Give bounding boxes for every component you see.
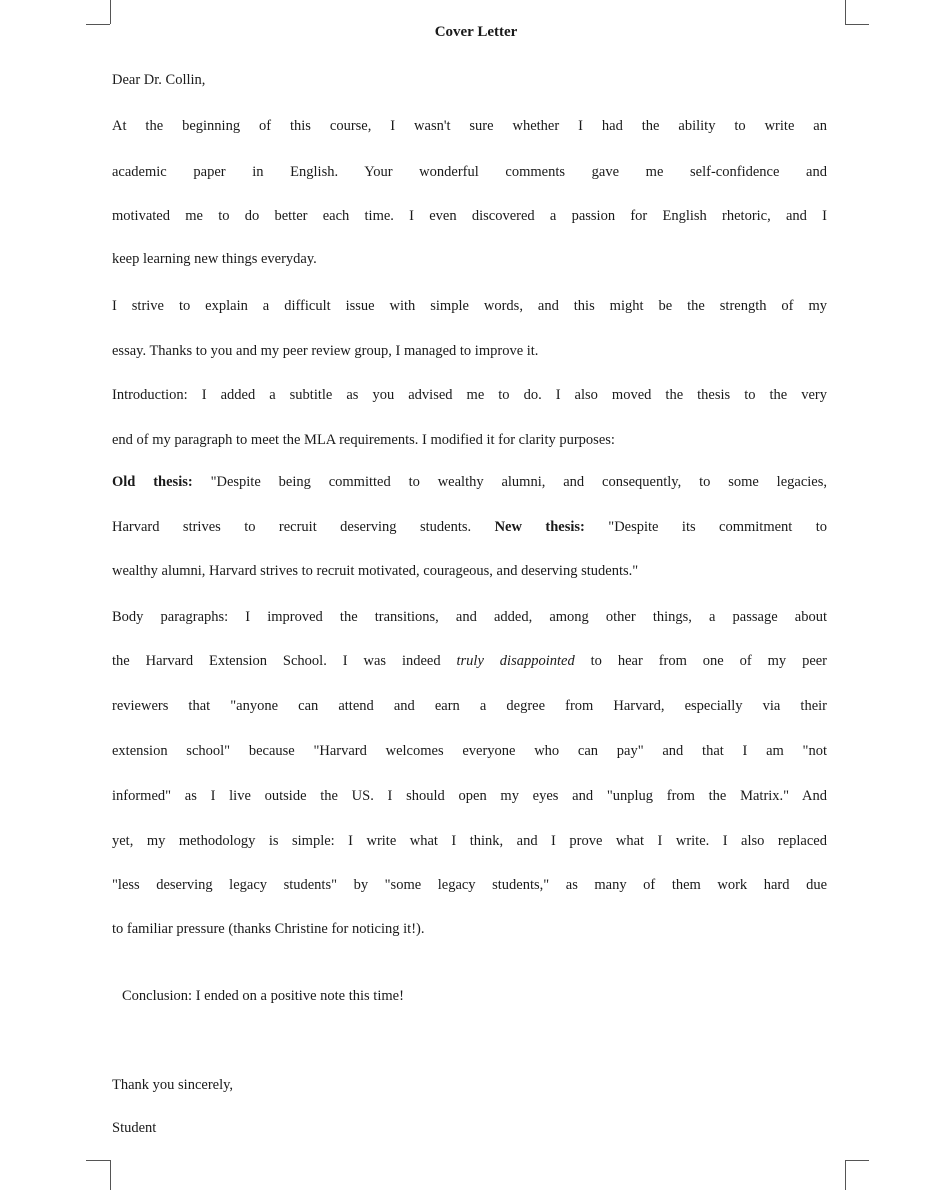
para3-line: Introduction: I added a subtitle as you advised me to do. I also moved the thesis to the very	[112, 387, 827, 403]
old-thesis-label: Old thesis:	[112, 474, 193, 490]
crop-mark-bottom-left-vertical	[110, 1160, 111, 1190]
para1-line: At the beginning of this course, I wasn't sure whether I had the ability to write an	[112, 118, 827, 134]
body-text: the Harvard Extension School. I was indeed	[112, 653, 441, 669]
para1-line: motivated me to do better each time. I even discovered a passion for English rhetoric, and I	[112, 208, 827, 224]
salutation: Dear Dr. Collin,	[112, 72, 206, 88]
para1-line: academic paper in English. Your wonderful comments gave me self-confidence and	[112, 164, 827, 180]
body-text: to hear from one of my peer	[590, 653, 828, 669]
new-thesis-label: New thesis:	[494, 519, 585, 535]
para2-line: I strive to explain a difficult issue with simple words, and this might be the strength of my	[112, 298, 827, 314]
conclusion: Conclusion: I ended on a positive note this time!	[122, 988, 404, 1004]
old-thesis-line	[112, 472, 827, 492]
body-line: yet, my methodology is simple: I write what I think, and I prove what I write. I also replaced	[112, 833, 827, 849]
crop-mark-top-right-vertical	[845, 0, 846, 24]
body-italic-text: truly disappointed	[456, 653, 575, 669]
body-line: Body paragraphs: I improved the transitions, and added, among other things, a passage about	[112, 609, 827, 625]
body-line: to familiar pressure (thanks Christine for noticing it!).	[112, 921, 425, 937]
new-thesis-line: wealthy alumni, Harvard strives to recruit motivated, courageous, and deserving students."	[112, 563, 639, 579]
thesis-line-2	[112, 517, 827, 537]
crop-mark-bottom-right-vertical	[845, 1160, 846, 1190]
body-line-italic	[112, 651, 827, 671]
document-title: Cover Letter	[434, 24, 518, 40]
para2-line: essay. Thanks to you and my peer review group, I managed to improve it.	[112, 343, 539, 359]
crop-mark-top-left-vertical	[110, 0, 111, 24]
crop-mark-bottom-left-horizontal	[86, 1160, 110, 1161]
para3-line: end of my paragraph to meet the MLA requirements. I modified it for clarity purposes:	[112, 432, 615, 448]
signature: Student	[112, 1120, 157, 1136]
new-thesis-text: "Despite its commitment to	[608, 519, 828, 535]
body-line: "less deserving legacy students" by "some legacy students," as many of them work hard due	[112, 877, 827, 893]
body-line: extension school" because "Harvard welcomes everyone who can pay" and that I am "not	[112, 743, 827, 759]
body-line: reviewers that "anyone can attend and earn a degree from Harvard, especially via their	[112, 698, 827, 714]
body-line: informed" as I live outside the US. I should open my eyes and "unplug from the Matrix." And	[112, 788, 827, 804]
para1-line: keep learning new things everyday.	[112, 251, 317, 267]
old-thesis-text-end: Harvard strives to recruit deserving students.	[112, 519, 472, 535]
crop-mark-bottom-right-horizontal	[845, 1160, 869, 1161]
old-thesis-text: "Despite being committed to wealthy alumni, and consequently, to some legacies,	[210, 474, 827, 490]
closing: Thank you sincerely,	[112, 1077, 234, 1093]
